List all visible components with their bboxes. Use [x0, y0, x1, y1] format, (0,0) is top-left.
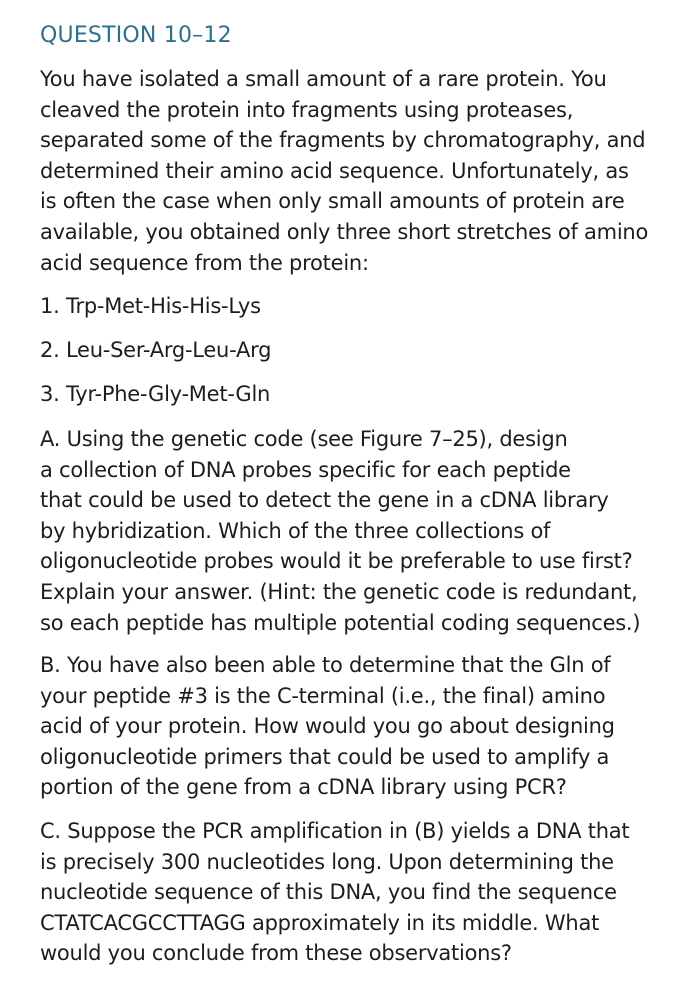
- part-c-line: nucleotide sequence of this DNA, you find the sequence: [40, 880, 617, 905]
- part-b-line: your peptide #3 is the C-terminal (i.e., the final) amino: [40, 683, 606, 708]
- peptide-sequence: 1. Trp-Met-His-His-Lys: [40, 294, 261, 318]
- peptide-item-2: [40, 335, 271, 366]
- part-c-paragraph: [40, 816, 629, 969]
- part-b-line: B. You have also been able to determine that the Gln of: [40, 653, 611, 677]
- part-c-line: is precisely 300 nucleotides long. Upon determining the: [40, 849, 614, 874]
- intro-line: You have isolated a small amount of a rare protein. You: [40, 67, 607, 91]
- intro-line: determined their amino acid sequence. Unfortunately, as: [40, 158, 629, 183]
- intro-line: acid sequence from the protein:: [40, 250, 369, 275]
- peptide-sequence: 2. Leu-Ser-Arg-Leu-Arg: [40, 338, 272, 362]
- part-c-line: would you conclude from these observations?: [40, 941, 512, 966]
- intro-line: is often the case when only small amounts of protein are: [40, 189, 625, 214]
- peptide-sequence: 3. Tyr-Phe-Gly-Met-Gln: [40, 382, 271, 406]
- part-a-line: that could be used to detect the gene in a cDNA library: [40, 488, 609, 513]
- part-c-line: CTATCACGCCTTAGG approximately in its middle. What: [40, 910, 600, 935]
- part-a-line: a collection of DNA probes specific for each peptide: [40, 457, 571, 482]
- part-a-line: so each peptide has multiple potential coding sequences.): [40, 610, 641, 635]
- intro-line: separated some of the fragments by chromatography, and: [40, 128, 646, 153]
- intro-paragraph: [40, 64, 648, 278]
- intro-line: cleaved the protein into fragments using proteases,: [40, 97, 574, 122]
- intro-line: available, you obtained only three short stretches of amino: [40, 219, 649, 244]
- part-b-line: portion of the gene from a cDNA library using PCR?: [40, 775, 567, 800]
- part-b-paragraph: [40, 650, 615, 803]
- part-a-line: by hybridization. Which of the three collections of: [40, 518, 551, 543]
- part-b-line: acid of your protein. How would you go about designing: [40, 714, 615, 739]
- peptide-item-1: [40, 291, 261, 322]
- part-a-line: A. Using the genetic code (see Figure 7–25), design: [40, 427, 568, 451]
- question-title: QUESTION 10–12: [40, 23, 232, 48]
- part-c-line: C. Suppose the PCR amplification in (B) yields a DNA that: [40, 819, 630, 843]
- part-a-line: oligonucleotide probes would it be preferable to use first?: [40, 549, 633, 574]
- part-b-line: oligonucleotide primers that could be used to amplify a: [40, 744, 610, 769]
- part-a-line: Explain your answer. (Hint: the genetic code is redundant,: [40, 579, 638, 604]
- peptide-item-3: [40, 379, 270, 410]
- part-a-paragraph: [40, 424, 640, 638]
